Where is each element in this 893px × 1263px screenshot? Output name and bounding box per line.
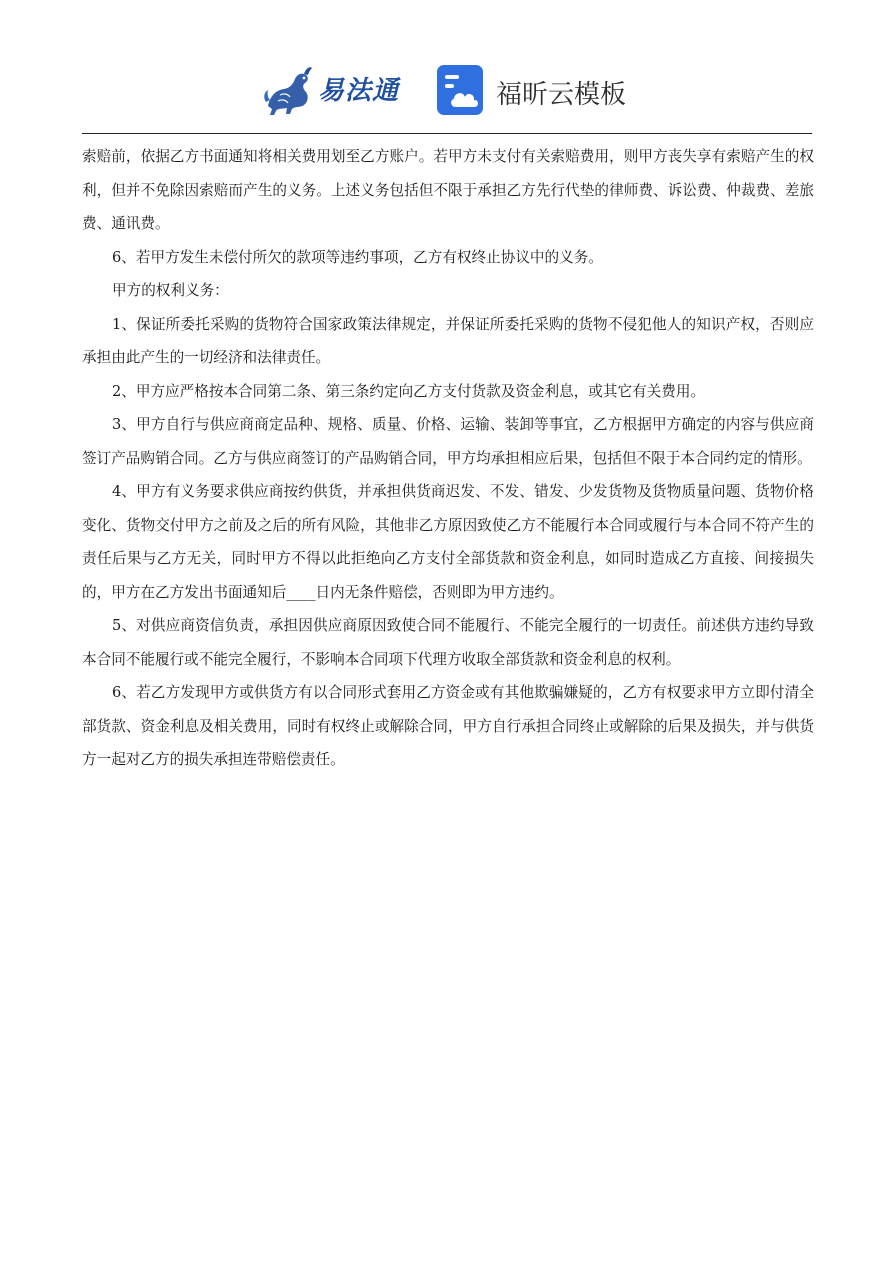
paragraph: 5、对供应商资信负责，承担因供应商原因致使合同不能履行、不能完全履行的一切责任。前述供方违约导致本合同不能履行或不能完全履行，不影响本合同项下代理方收取全部货款和资金利息的权利。: [82, 617, 814, 668]
paragraph: 1、保证所委托采购的货物符合国家政策法律规定，并保证所委托采购的货物不侵犯他人的知识产权，否则应承担由此产生的一切经济和法律责任。: [82, 315, 814, 366]
paragraph: 索赔前，依据乙方书面通知将相关费用划至乙方账户。若甲方未支付有关索赔费用，则甲方丧失享有索赔产生的权利，但并不免除因索赔而产生的义务。上述义务包括但不限于承担乙方先行代垫的律师费、诉讼费、仲裁费、差旅费、通讯费。: [82, 148, 814, 232]
contract-body: [82, 140, 814, 777]
page-header: [0, 60, 893, 122]
yifatong-logo: [262, 62, 412, 120]
paragraph: 6、若乙方发现甲方或供货方有以合同形式套用乙方资金或有其他欺骗嫌疑的，乙方有权要求甲方立即付清全部货款、资金利息及相关费用，同时有权终止或解除合同，甲方自行承担合同终止或解除的后果及损失，并与供货方一起对乙方的损失承担连带赔偿责任。: [82, 684, 814, 768]
paragraph: 3、甲方自行与供应商商定品种、规格、质量、价格、运输、装卸等事宜，乙方根据甲方确定的内容与供应商签订产品购销合同。乙方与供应商签订的产品购销合同，甲方均承担相应后果，包括但不限于本合同约定的情形。: [82, 416, 814, 467]
header-divider: [82, 133, 812, 134]
paragraph: 4、甲方有义务要求供应商按约供货，并承担供货商迟发、不发、错发、少发货物及货物质量问题、货物价格变化、货物交付甲方之前及之后的所有风险，其他非乙方原因致使乙方不能履行本合同或履行与本合同不符产生的责任后果与乙方无关，同时甲方不得以此拒绝向乙方支付全部货款和资金利息，如同时造成乙方直接、间接损失的，甲方在乙方发出书面通知后____日内无条件赔偿，否则即为甲方违约。: [82, 483, 814, 601]
foxit-cloud-template-logo: [436, 64, 636, 118]
qilin-emblem-icon: [262, 62, 318, 120]
yifatong-logo-text: 易法通: [318, 76, 400, 106]
foxit-cloud-template-logo-text: 福昕云模板: [496, 80, 627, 110]
paragraph: 6、若甲方发生未偿付所欠的款项等违约事项，乙方有权终止协议中的义务。: [112, 248, 603, 266]
paragraph: 2、甲方应严格按本合同第二条、第三条约定向乙方支付货款及资金利息，或其它有关费用。: [112, 382, 706, 400]
section-heading: 甲方的权利义务：: [112, 282, 229, 299]
document-cloud-icon: [436, 64, 488, 118]
